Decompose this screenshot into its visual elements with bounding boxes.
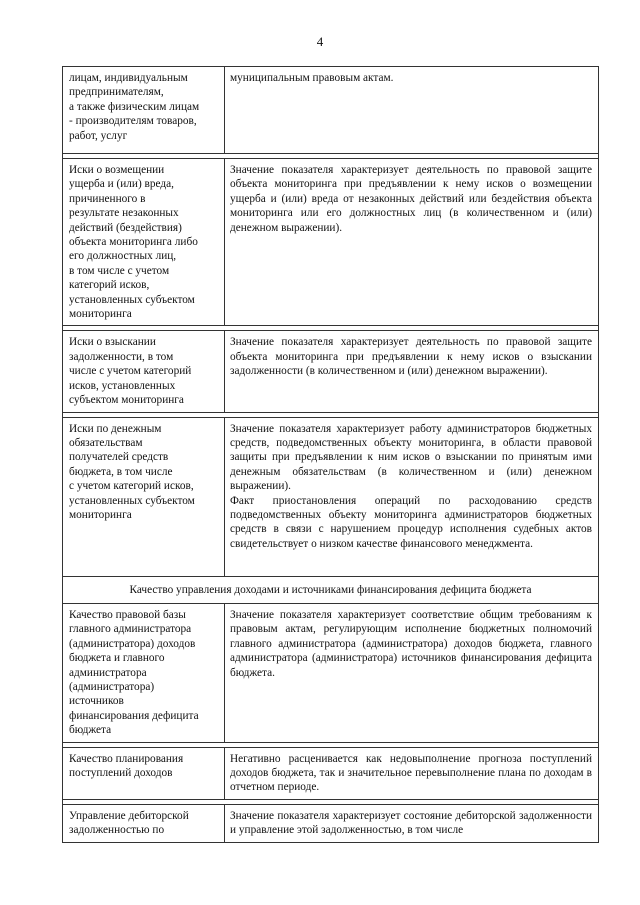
indicator-description: Значение показателя характеризует состояние дебиторской задолженности и управление этой задолженностью, в том числе — [225, 804, 599, 842]
indicator-name: Иски о возмещении ущерба и (или) вреда, причиненного в результате незаконных действий (бездействия) объекта мониторинга либо его должностных лиц, в том числе с учетом категорий исков, установленных субъектом мониторинга — [63, 159, 225, 326]
table-row — [63, 417, 599, 576]
indicator-description: Значение показателя характеризует деятельность по правовой защите объекта мониторинга при предъявлении к нему исков о взыскании задолженности (в количественном и (или) денежном выражении). — [225, 331, 599, 412]
section-title: Качество управления доходами и источниками финансирования дефицита бюджета — [63, 576, 599, 603]
indicator-name: Иски о взыскании задолженности, в том числе с учетом категорий исков, установленных субъектом мониторинга — [63, 331, 225, 412]
table-row — [63, 159, 599, 326]
indicator-name: Управление дебиторской задолженностью по — [63, 804, 225, 842]
indicator-description: муниципальным правовым актам. — [225, 67, 599, 154]
table-row — [63, 67, 599, 154]
table-row — [63, 603, 599, 742]
table-row — [63, 747, 599, 799]
indicator-name: лицам, индивидуальным предпринимателям, а также физическим лицам - производителям товаров, работ, услуг — [63, 67, 225, 154]
indicator-description: Значение показателя характеризует соответствие общим требованиям к правовым актам, регулирующим исполнение бюджетных полномочий главного администратора (администратора) доходов бюджета, главного администратора (администратора) источников финансирования дефицита бюджета. — [225, 603, 599, 742]
indicator-name: Качество правовой базы главного администратора (администратора) доходов бюджета и главного администратора (администратора) источников финансирования дефицита бюджета — [63, 603, 225, 742]
page-number: 4 — [316, 34, 324, 49]
indicator-name: Иски по денежным обязательствам получателей средств бюджета, в том числе с учетом категорий исков, установленных субъектом мониторинга — [63, 417, 225, 576]
table-row — [63, 804, 599, 842]
section-row — [63, 576, 599, 603]
indicators-table — [62, 66, 599, 843]
table-row — [63, 331, 599, 412]
indicator-name: Качество планирования поступлений доходов — [63, 747, 225, 799]
indicator-description: Негативно расценивается как недовыполнение прогноза поступлений доходов бюджета, так и значительное перевыполнение плана по доходам в отчетном периоде. — [225, 747, 599, 799]
indicator-description: Значение показателя характеризует работу администраторов бюджетных средств, подведомственных объекту мониторинга, в области правовой защиты при предъявлении к ним исков о взыскании по принятым ими денежным обязательствам (в количественном и (или) денежном выражении). Факт приостановления операций по расходованию средств подведомственных объекту мониторинга администраторов бюджетных средств в связи с нарушением процедур исполнения судебных актов свидетельствует о низком качестве финансового менеджмента. — [225, 417, 599, 576]
indicator-description: Значение показателя характеризует деятельность по правовой защите объекта мониторинга при предъявлении к нему исков о возмещении ущерба и (или) вреда от незаконных действий или бездействия объекта мониторинга или его должностных лиц (в количественном и (или) денежном выражении). — [225, 159, 599, 326]
